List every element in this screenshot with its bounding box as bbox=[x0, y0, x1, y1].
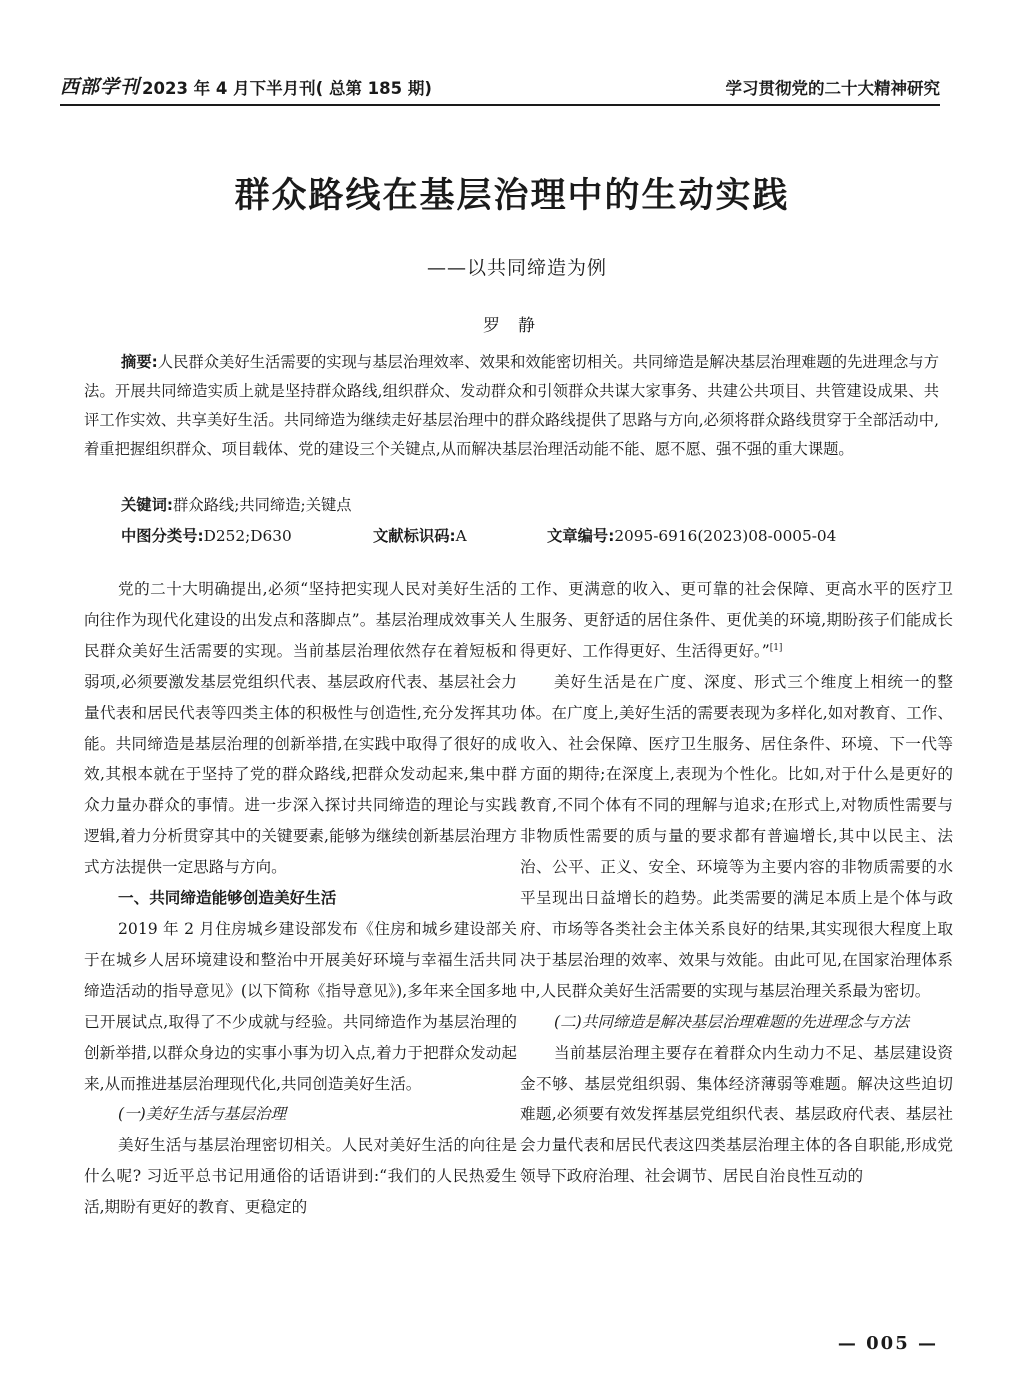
header-left bbox=[60, 72, 432, 99]
classification-info bbox=[121, 524, 941, 546]
abstract-label: 摘要: bbox=[121, 353, 158, 371]
running-header bbox=[60, 66, 940, 106]
reference-marker[interactable]: [1] bbox=[769, 642, 783, 653]
article-title: 群众路线在基层治理中的生动实践 bbox=[234, 175, 790, 216]
article-subtitle: ——以共同缔造为例 bbox=[426, 257, 607, 279]
section-title: 学习贯彻党的二十大精神研究 bbox=[725, 79, 940, 98]
abstract bbox=[84, 348, 939, 464]
clc-label: 中图分类号: bbox=[121, 527, 204, 545]
doc-code-value: A bbox=[455, 527, 467, 545]
keywords-label: 关键词: bbox=[121, 496, 174, 514]
page-number: — 005 — bbox=[837, 1333, 938, 1354]
body-text: 工作、更满意的收入、更可靠的社会保障、更高水平的医疗卫生服务、更舒适的居住条件、更优美的环境,期盼孩子们能成长得更好、工作得更好、生活得更好。” bbox=[520, 580, 953, 660]
body-paragraph: 当前基层治理主要存在着群众内生动力不足、基层建设资金不够、基层党组织弱、集体经济薄弱等难题。解决这些迫切难题,必须要有效发挥基层党组织代表、基层政府代表、基层社会力量代表和居民代表这四类基层治理主体的各自职能,形成党领导下政府治理、社会调节、居民自治良性互动的 bbox=[520, 1043, 953, 1186]
article-no-value: 2095-6916(2023)08-0005-04 bbox=[614, 527, 837, 545]
article-no-item bbox=[547, 524, 836, 546]
keywords bbox=[121, 493, 941, 515]
subsection-heading: (一)美好生活与基层治理 bbox=[118, 1105, 287, 1124]
body-paragraph: 美好生活是在广度、深度、形式三个维度上相统一的整体。在广度上,美好生活的需要表现为多样化,如对教育、工作、收入、社会保障、医疗卫生服务、居住条件、环境、下一代等方面的期待;在深度上,表现为个性化。比如,对于什么是更好的教育,不同个体有不同的理解与追求;在形式上,对物质性需要与非物质性需要的质与量的要求都有普遍增长,其中以民主、法治、公平、正义、安全、环境等为主要内容的非物质需要的水平呈现出日益增长的趋势。此类需要的满足本质上是个体与政府、市场等各类社会主体关系良好的结果,其实现很大程度上取决于基层治理的效率、效果与效能。由此可见,在国家治理体系中,人民群众美好生活需要的实现与基层治理关系最为密切。 bbox=[520, 672, 953, 1000]
issue-info: 2023 年 4 月下半月刊( 总第 185 期) bbox=[142, 79, 432, 98]
right-column bbox=[520, 574, 953, 1192]
author-name: 罗静 bbox=[483, 316, 553, 336]
body-paragraph: 党的二十大明确提出,必须“坚持把实现人民对美好生活的向往作为现代化建设的出发点和落脚点”。基层治理成效事关人民群众美好生活需要的实现。当前基层治理依然存在着短板和弱项,必须要激发基层党组织代表、基层政府代表、基层社会力量代表和居民代表等四类主体的积极性与创造性,充分发挥其功能。共同缔造是基层治理的创新举措,在实践中取得了很好的成效,其根本就在于坚持了党的群众路线,把群众发动起来,集中群众力量办群众的事情。进一步深入探讨共同缔造的理论与实践逻辑,着力分析贯穿其中的关键要素,能够为继续创新基层治理方式方法提供一定思路与方向。 bbox=[84, 580, 517, 877]
doc-code-label: 文献标识码: bbox=[373, 527, 456, 545]
abstract-text: 人民群众美好生活需要的实现与基层治理效率、效果和效能密切相关。共同缔造是解决基层治理难题的先进理念与方法。开展共同缔造实质上就是坚持群众路线,组织群众、发动群众和引领群众共谋大家事务、共建公共项目、共管建设成果、共评工作实效、共享美好生活。共同缔造为继续走好基层治理中的群众路线提供了思路与方向,必须将群众路线贯穿于全部活动中,着重把握组织群众、项目载体、党的建设三个关键点,从而解决基层治理活动能不能、愿不愿、强不强的重大课题。 bbox=[84, 353, 939, 458]
journal-logo: 西部学刊 bbox=[60, 76, 141, 98]
keywords-text: 群众路线;共同缔造;关键点 bbox=[173, 496, 352, 514]
clc-value: D252;D630 bbox=[203, 527, 292, 545]
section-heading-1: 一、共同缔造能够创造美好生活 bbox=[118, 889, 337, 908]
body-paragraph bbox=[520, 574, 953, 667]
body-paragraph: 美好生活与基层治理密切相关。人民对美好生活的向往是什么呢? 习近平总书记用通俗的话语讲到:“我们的人民热爱生活,期盼有更好的教育、更稳定的 bbox=[84, 1136, 517, 1217]
article-no-label: 文章编号: bbox=[547, 527, 615, 545]
clc-item bbox=[121, 524, 373, 546]
subsection-heading: (二)共同缔造是解决基层治理难题的先进理念与方法 bbox=[554, 1012, 910, 1031]
doc-code-item bbox=[373, 524, 547, 546]
body-paragraph: 2019 年 2 月住房城乡建设部发布《住房和城乡建设部关于在城乡人居环境建设和整治中开展美好环境与幸福生活共同缔造活动的指导意见》(以下简称《指导意见》),多年来全国多地已开展试点,取得了不少成就与经验。共同缔造作为基层治理的创新举措,以群众身边的实事小事为切入点,着力于把群众发动起来,从而推进基层治理现代化,共同创造美好生活。 bbox=[84, 919, 517, 1093]
left-column bbox=[84, 574, 517, 1223]
